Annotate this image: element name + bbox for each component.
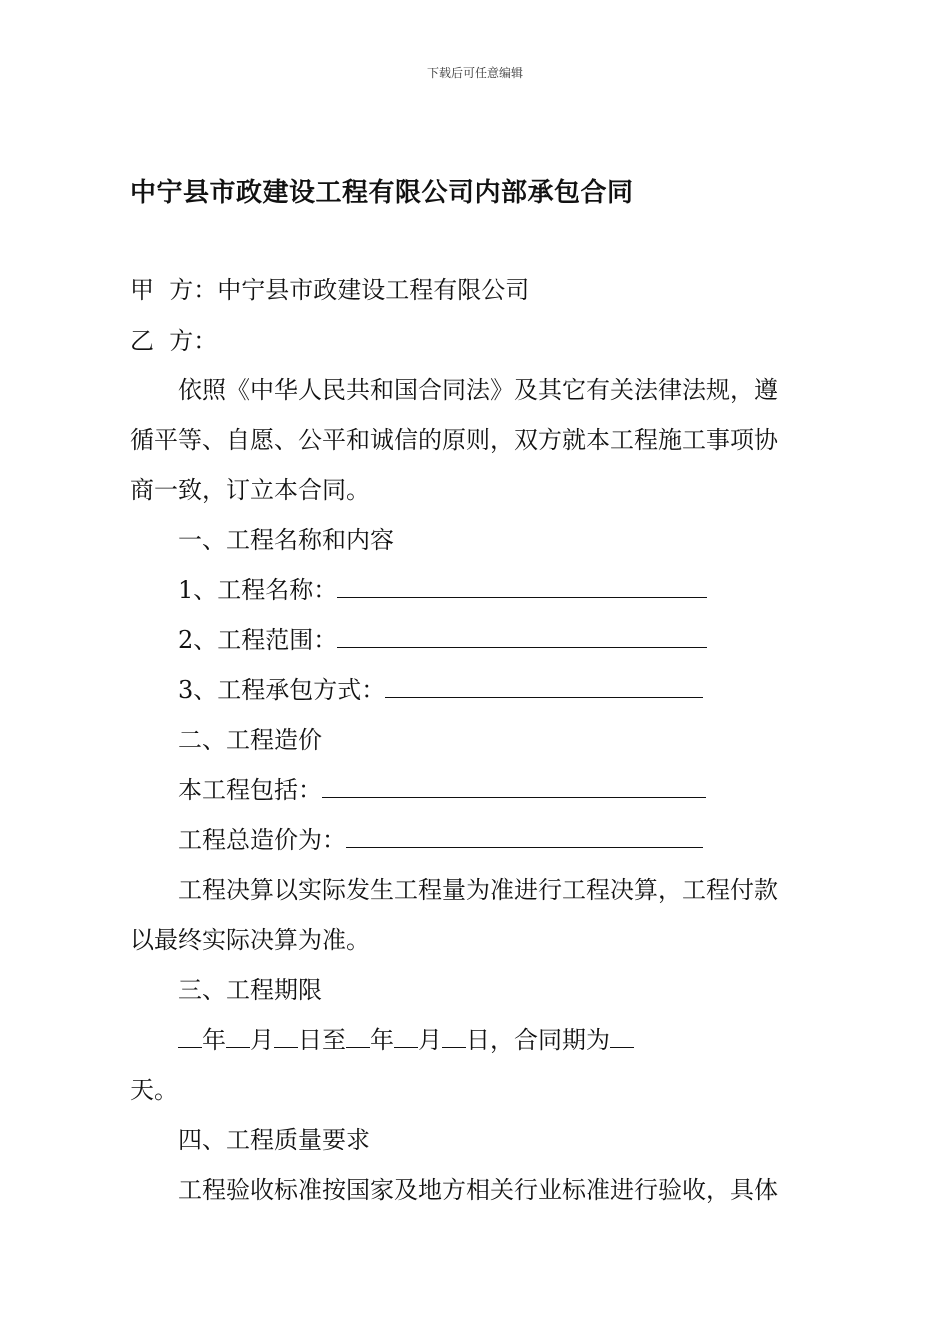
duration-days-blank[interactable] (610, 1025, 634, 1048)
project-scope-label: 2、工程范围： (178, 626, 338, 654)
settlement-line-2: 以最终实际决算为准。 (130, 926, 370, 954)
contract-method-blank[interactable] (385, 675, 703, 698)
project-includes-line (178, 774, 706, 806)
intro-line-3: 商一致，订立本合同。 (130, 476, 370, 504)
intro-line-2: 循平等、自愿、公平和诚信的原则，双方就本工程施工事项协 (130, 426, 778, 454)
party-a-label: 甲 方： (130, 276, 218, 304)
year-label: 年 (202, 1026, 226, 1054)
end-day-blank[interactable] (442, 1025, 466, 1048)
start-year-blank[interactable] (178, 1025, 202, 1048)
section-4-heading: 四、工程质量要求 (178, 1126, 370, 1154)
end-month-blank[interactable] (394, 1025, 418, 1048)
party-b-label: 乙 方： (130, 327, 218, 355)
party-a-value: 中宁县市政建设工程有限公司 (217, 276, 530, 304)
contract-method-line (178, 674, 703, 706)
month-label-2: 月 (418, 1026, 442, 1054)
section-2-heading: 二、工程造价 (178, 726, 322, 754)
total-cost-blank[interactable] (346, 825, 703, 848)
project-name-blank[interactable] (337, 575, 707, 598)
days-text: 天。 (130, 1076, 178, 1104)
project-name-line (178, 574, 707, 606)
day-to-label: 日至 (298, 1026, 346, 1054)
month-label: 月 (250, 1026, 274, 1054)
project-includes-blank[interactable] (322, 775, 706, 798)
settlement-line-1: 工程决算以实际发生工程量为准进行工程决算，工程付款 (178, 876, 778, 904)
project-includes-label: 本工程包括： (178, 776, 322, 804)
party-a-line (130, 274, 529, 306)
quality-line-1: 工程验收标准按国家及地方相关行业标准进行验收，具体 (178, 1176, 778, 1204)
day-end-label: 日，合同期为 (466, 1026, 610, 1054)
project-scope-line (178, 624, 707, 656)
project-name-label: 1、工程名称： (178, 576, 338, 604)
total-cost-line (178, 824, 703, 856)
intro-line-1: 依照《中华人民共和国合同法》及其它有关法律法规，遵 (178, 376, 778, 404)
start-day-blank[interactable] (274, 1025, 298, 1048)
period-line (178, 1024, 634, 1056)
project-scope-blank[interactable] (337, 625, 707, 648)
year-label-2: 年 (370, 1026, 394, 1054)
start-month-blank[interactable] (226, 1025, 250, 1048)
end-year-blank[interactable] (346, 1025, 370, 1048)
header-note: 下载后可任意编辑 (426, 66, 523, 80)
total-cost-label: 工程总造价为： (178, 826, 346, 854)
contract-method-label: 3、工程承包方式： (178, 676, 386, 704)
section-3-heading: 三、工程期限 (178, 976, 322, 1004)
section-1-heading: 一、工程名称和内容 (178, 526, 394, 554)
document-title: 中宁县市政建设工程有限公司内部承包合同 (130, 178, 634, 208)
